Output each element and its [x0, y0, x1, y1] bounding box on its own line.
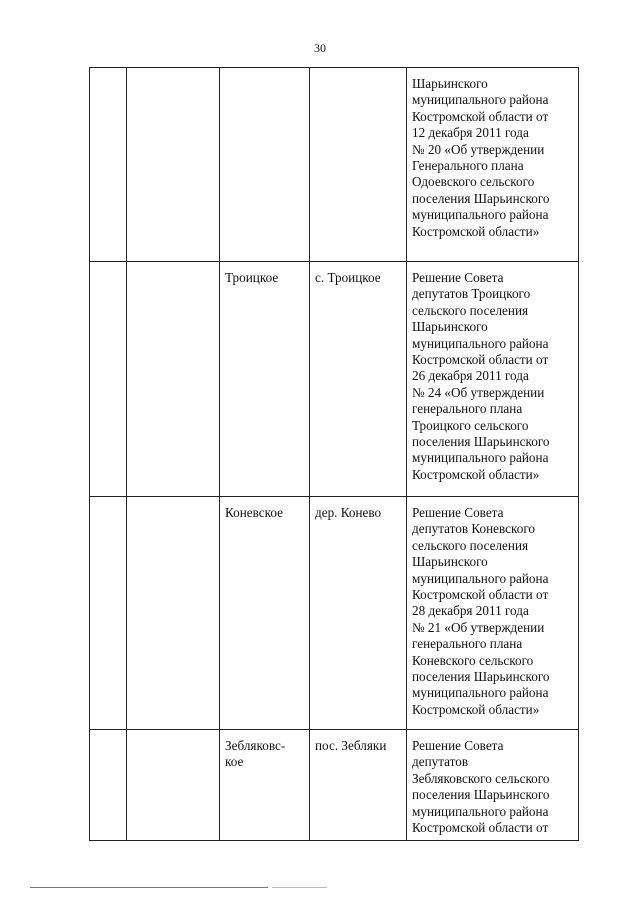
document-line: муниципального района — [412, 335, 549, 351]
document-line: Решение Совета — [412, 270, 504, 285]
footer-rule — [30, 887, 268, 888]
center-cell: пос. Зебляки — [310, 730, 407, 841]
settlement-line: Зебляковс- — [225, 738, 286, 753]
document-line: муниципального района — [412, 685, 549, 701]
document-line: Костромской области от — [412, 587, 549, 603]
center-cell — [310, 68, 407, 262]
table-row — [90, 68, 579, 262]
document-line: Шарьинского — [412, 554, 488, 570]
empty-cell — [90, 262, 127, 497]
document-line: Генерального плана — [412, 158, 524, 174]
document-line: муниципального района — [412, 803, 549, 819]
footer-rule — [272, 887, 327, 888]
document-line: Коневского сельского — [412, 652, 534, 668]
settlements-table — [89, 67, 579, 841]
document-line: 26 декабря 2011 года — [412, 368, 529, 384]
document-line: генерального плана — [412, 401, 523, 417]
document-line: Костромской области» — [412, 223, 540, 239]
document-line: Решение Совета — [412, 505, 504, 520]
document-line: генерального плана — [412, 636, 523, 652]
document-line: муниципального района — [412, 570, 549, 586]
document-line: № 20 «Об утверждении — [412, 141, 545, 157]
document-cell — [407, 730, 579, 841]
document-line: депутатов Троицкого — [412, 286, 531, 302]
document-line: депутатов Коневского — [412, 521, 536, 537]
empty-cell — [127, 730, 220, 841]
document-cell — [407, 497, 579, 730]
document-line: поселения Шарьинского — [412, 434, 550, 450]
empty-cell — [90, 68, 127, 262]
document-line: сельского поселения — [412, 537, 529, 553]
document-line: Троицкого сельского — [412, 417, 529, 433]
settlement-cell — [220, 730, 310, 841]
document-line: Шарьинского — [412, 319, 488, 335]
document-line: № 24 «Об утверждении — [412, 384, 545, 400]
document-line: Костромской области от — [412, 820, 549, 836]
table-row — [90, 262, 579, 497]
document-line: Костромской области» — [412, 701, 540, 717]
document-line: муниципального района — [412, 450, 549, 466]
document-line: поселения Шарьинского — [412, 190, 550, 206]
document-line: 28 декабря 2011 года — [412, 603, 529, 619]
empty-cell — [127, 68, 220, 262]
empty-cell — [90, 730, 127, 841]
empty-cell — [127, 497, 220, 730]
document-line: Костромской области» — [412, 466, 540, 482]
document-line: поселения Шарьинского — [412, 787, 550, 803]
document-line: муниципального района — [412, 207, 549, 223]
document-line: Одоевского сельского — [412, 174, 535, 190]
settlement-cell: Коневское — [220, 497, 310, 730]
document-line: Костромской области от — [412, 352, 549, 368]
document-line: Костромской области от — [412, 108, 549, 124]
document-line: Решение Совета — [412, 738, 504, 753]
document-line: № 21 «Об утверждении — [412, 619, 545, 635]
document-line: поселения Шарьинского — [412, 669, 550, 685]
document-cell — [407, 68, 579, 262]
document-line: Шарьинского — [412, 76, 488, 91]
document-line: сельского поселения — [412, 302, 529, 318]
document-line: депутатов — [412, 754, 469, 770]
table-row — [90, 730, 579, 841]
document-cell — [407, 262, 579, 497]
empty-cell — [90, 497, 127, 730]
settlement-line: кое — [225, 754, 244, 770]
center-cell: дер. Конево — [310, 497, 407, 730]
settlement-cell: Троицкое — [220, 262, 310, 497]
center-cell: с. Троицкое — [310, 262, 407, 497]
document-line: 12 декабря 2011 года — [412, 125, 529, 141]
document-line: Зебляковского сельского — [412, 770, 550, 786]
table-row — [90, 497, 579, 730]
settlement-cell — [220, 68, 310, 262]
document-line: муниципального района — [412, 92, 549, 108]
page-number: 30 — [314, 41, 326, 55]
empty-cell — [127, 262, 220, 497]
